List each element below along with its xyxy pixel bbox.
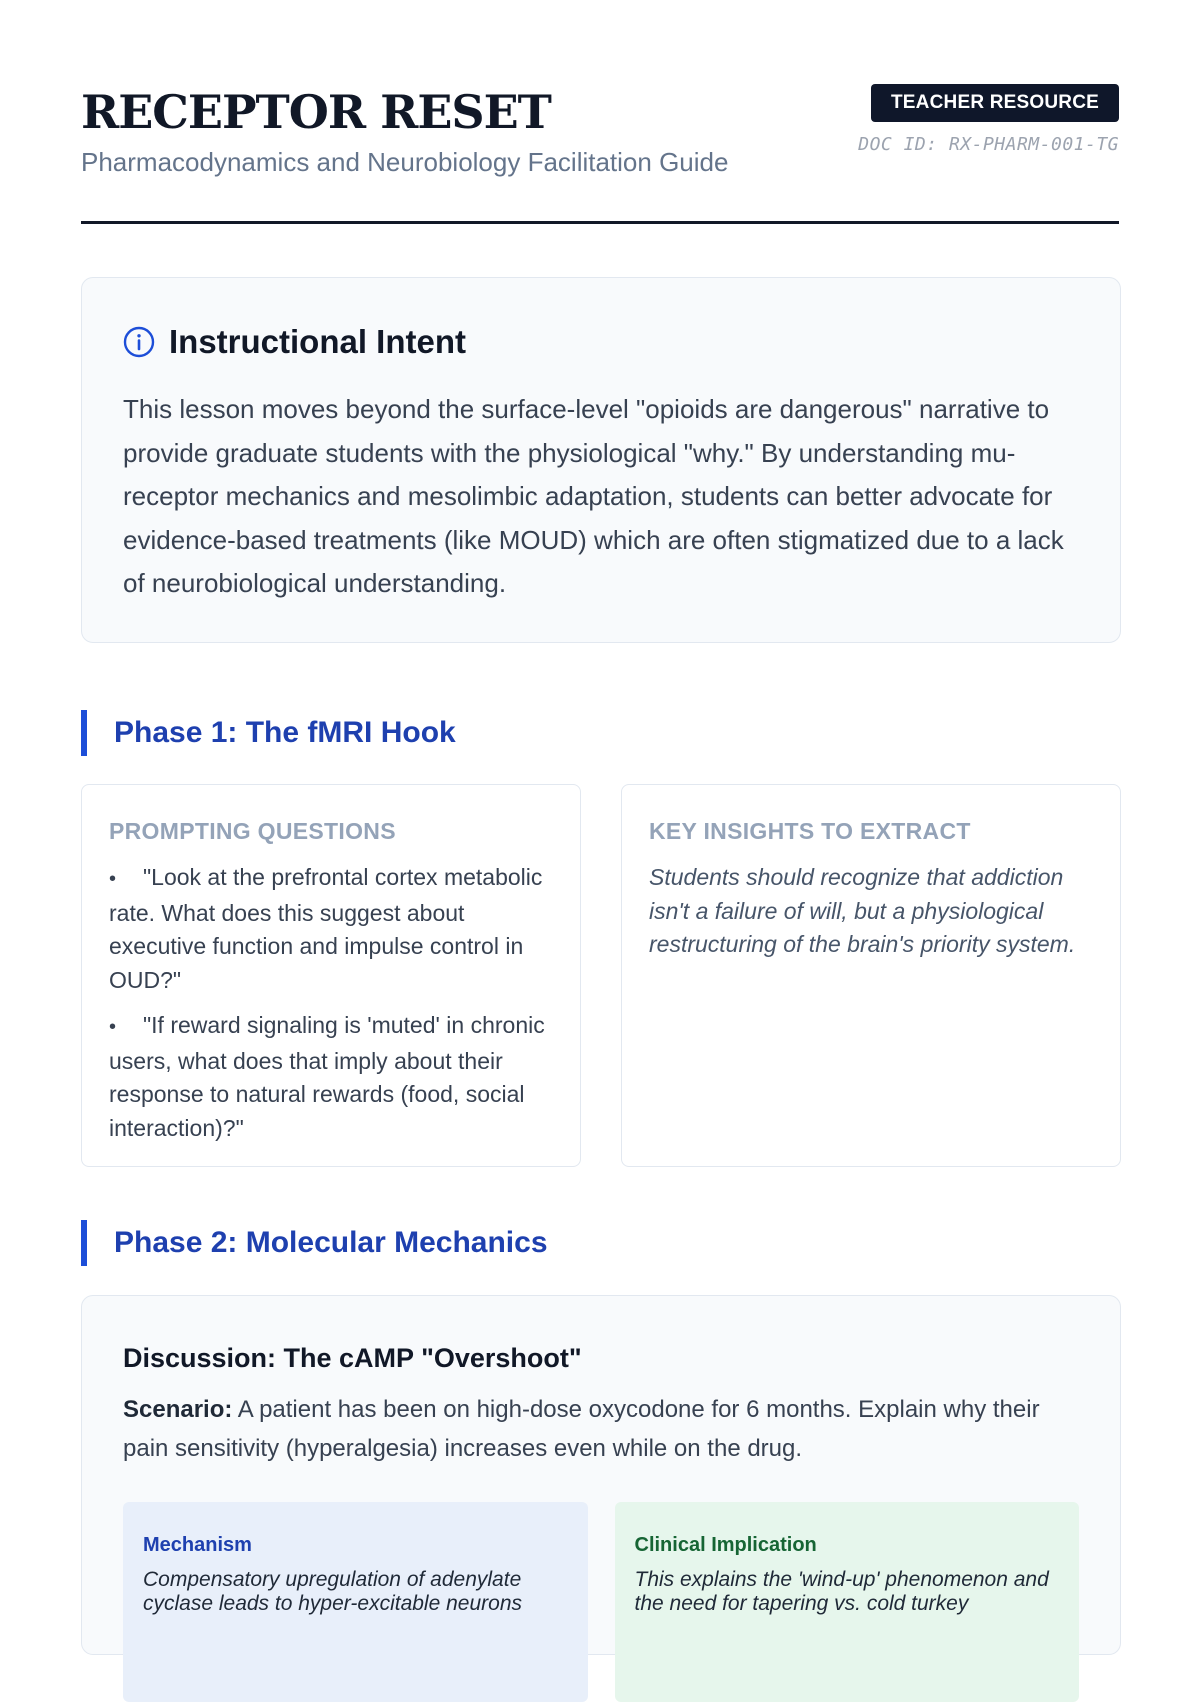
mechanism-text: Compensatory upregulation of adenylate cyclase leads to hyper-excitable neurons xyxy=(143,1568,522,1615)
page-subtitle: Pharmacodynamics and Neurobiology Facilitation Guide xyxy=(81,147,729,177)
mechanism-label: Mechanism xyxy=(143,1534,252,1556)
prompting-questions-label: PROMPTING QUESTIONS xyxy=(109,818,396,844)
prompting-questions-card xyxy=(81,784,581,1167)
list-item xyxy=(109,1009,553,1145)
info-circle-icon xyxy=(123,326,155,358)
instructional-intent-box xyxy=(81,277,1121,643)
discussion-title: Discussion: The cAMP "Overshoot" xyxy=(123,1343,582,1373)
phase-2-heading: Phase 2: Molecular Mechanics xyxy=(81,1220,548,1266)
intent-header xyxy=(123,322,1079,362)
key-insights-text: Students should recognize that addiction isn't a failure of will, but a physiological restructuring of the brain's priority system. xyxy=(649,864,1076,957)
clinical-implication-text: This explains the 'wind-up' phenomenon and the need for tapering vs. cold turkey xyxy=(634,1568,1049,1615)
discussion-box xyxy=(81,1295,1121,1655)
doc-id: DOC ID: RX-PHARM-001-TG xyxy=(858,134,1119,155)
page-title: RECEPTOR RESET xyxy=(81,85,551,139)
prompting-questions-list xyxy=(109,861,553,1145)
document-header xyxy=(81,0,1119,224)
question-text: "Look at the prefrontal cortex metabolic rate. What does this suggest about executive function and impulse control in OUD?" xyxy=(109,864,543,993)
question-text: "If reward signaling is 'muted' in chronic users, what does that imply about their response to natural rewards (food, social interaction)?" xyxy=(109,1012,545,1141)
scenario-text: A patient has been on high-dose oxycodone for 6 months. Explain why their pain sensitivity (hyperalgesia) increases even while on the drug. xyxy=(123,1396,1040,1462)
key-insights-label: KEY INSIGHTS TO EXTRACT xyxy=(649,818,971,844)
scenario-label: Scenario: xyxy=(123,1396,233,1423)
scenario-paragraph xyxy=(123,1390,1079,1468)
discussion-sub-boxes xyxy=(123,1502,1079,1702)
mechanism-box xyxy=(123,1502,588,1702)
key-insights-card xyxy=(621,784,1121,1167)
teacher-resource-badge: TEACHER RESOURCE xyxy=(871,84,1119,122)
phase-1-heading: Phase 1: The fMRI Hook xyxy=(81,710,456,756)
intent-body: This lesson moves beyond the surface-level "opioids are dangerous" narrative to provide graduate students with the physiological "why." By understanding mu-receptor mechanics and mesolimbic adaptation, students can better advocate for evidence-based treatments (like MOUD) which are often stigmatized due to a lack of neurobiological understanding. xyxy=(123,394,1064,598)
list-item xyxy=(109,861,553,997)
intent-title: Instructional Intent xyxy=(169,323,466,360)
clinical-implication-label: Clinical Implication xyxy=(634,1534,817,1556)
bullet-icon: • xyxy=(109,868,117,890)
bullet-icon: • xyxy=(109,1016,117,1038)
clinical-implication-box xyxy=(615,1502,1080,1702)
